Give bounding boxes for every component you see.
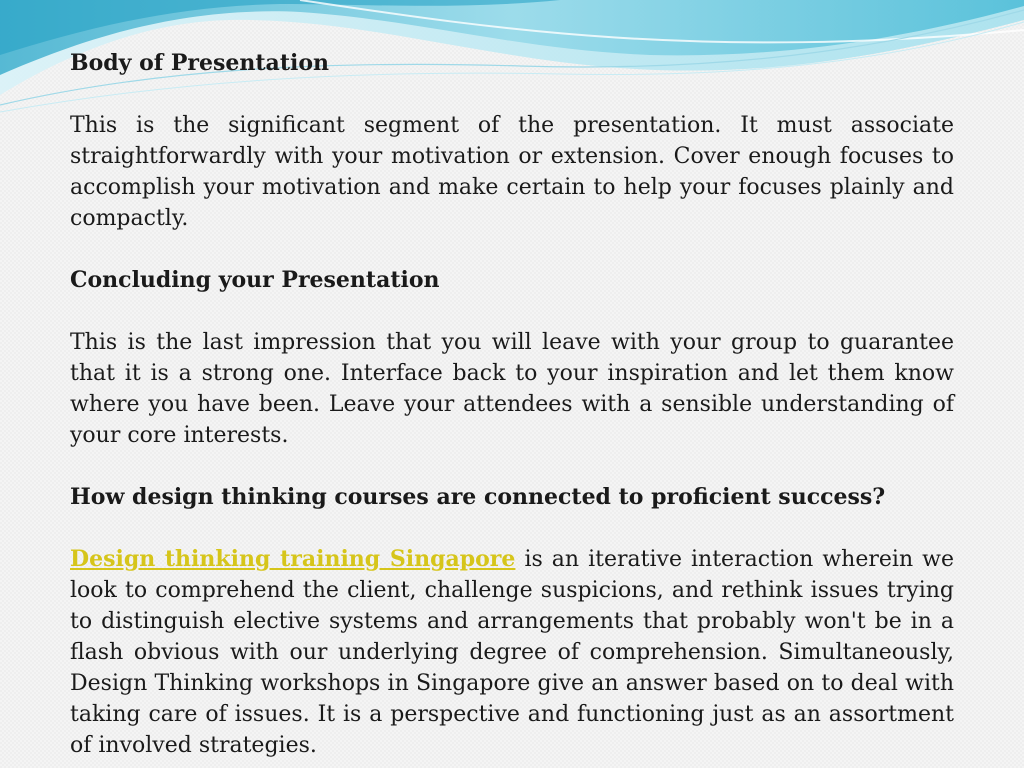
section-heading-concluding: Concluding your Presentation xyxy=(70,267,440,293)
section-text-concluding: This is the last impression that you will leave with your group to guarantee that it is a strong one. Interface back to your inspiration and let them know where you have been. Leave your attendees with a sensible understanding of your core interests. xyxy=(70,330,954,448)
document-body xyxy=(70,48,954,761)
section-text-design-thinking xyxy=(70,544,954,761)
section-text-design-thinking-body: is an iterative interaction wherein we look to comprehend the client, challenge suspicions, and rethink issues trying to distinguish elective systems and arrangements that probably won't be in a flash obvious with our underlying degree of comprehension. Simultaneously, Design Thinking workshops in Singapore give an answer based on to deal with taking care of issues. It is a perspective and functioning just as an assortment of involved strategies. xyxy=(70,547,954,758)
section-heading-design-thinking: How design thinking courses are connected to proficient success? xyxy=(70,484,886,510)
section-text-body: This is the significant segment of the presentation. It must associate straightforwardly with your motivation or extension. Cover enough focuses to accomplish your motivation and make certain to help your focuses plainly and compactly. xyxy=(70,113,954,231)
design-thinking-training-link[interactable]: Design thinking training Singapore xyxy=(70,546,516,572)
section-heading-body: Body of Presentation xyxy=(70,50,330,76)
